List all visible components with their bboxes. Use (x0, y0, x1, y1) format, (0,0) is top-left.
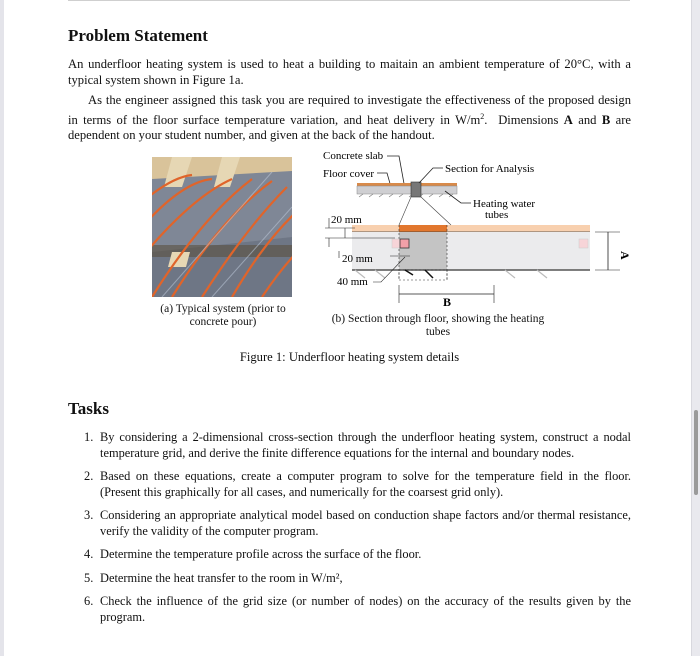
paragraph-intro: An underfloor heating system is used to heat a building to maitain an ambient temperature of 20°C, with a typical system shown in Figure 1a. (68, 57, 631, 87)
caption-a: (a) Typical system (prior to concrete pour) (160, 303, 286, 328)
label-dim-a: A (618, 251, 631, 260)
section-heading-problem: Problem Statement (68, 26, 208, 45)
task-item (84, 508, 631, 539)
task-item (84, 469, 631, 500)
label-dim-20-top: 20 mm (331, 214, 362, 226)
page-top-rule (68, 0, 630, 1)
scrollbar-thumb[interactable] (694, 410, 698, 495)
label-section: Section for Analysis (445, 163, 535, 175)
task-number: 6. (84, 594, 94, 608)
task-number: 3. (84, 508, 94, 522)
task-item (84, 571, 631, 587)
task-item (84, 594, 631, 625)
para2-text-pre: As the engineer assigned this task you are required to investigate the effectiveness of the proposed design in terms of the floor surface temperature variation, and heat delivery in W/m (68, 93, 631, 127)
caption-b: (b) Section through floor, showing the heating tubes (331, 313, 545, 338)
task-text: Check the influence of the grid size (or number of nodes) on the accuracy of the results given by the program. (100, 594, 631, 624)
para2-text-post: are dependent on your student number, and given at the back of the handout. (68, 112, 631, 143)
label-tubes-2: tubes (485, 209, 509, 221)
scrollbar-track[interactable] (691, 0, 700, 656)
task-text: Determine the heat transfer to the room in W/m², (100, 570, 343, 585)
label-dim-20-tube: 20 mm (342, 253, 373, 265)
figure-title: Figure 1: Underfloor heating system details (239, 350, 460, 364)
para2-superscript: 2 (480, 111, 485, 121)
task-list (84, 430, 631, 633)
task-number: 2. (84, 469, 94, 483)
para2-dim-b: B (601, 112, 611, 127)
para2-text-mid: . Dimensions (484, 112, 564, 127)
task-item (84, 547, 631, 563)
label-concrete-slab: Concrete slab (323, 150, 384, 162)
label-dim-40: 40 mm (337, 276, 368, 288)
task-number: 4. (84, 547, 94, 561)
section-diagram (315, 145, 631, 310)
label-floor-cover: Floor cover (323, 168, 375, 180)
task-item (84, 430, 631, 461)
task-number: 1. (84, 430, 94, 444)
paragraph-task-description (68, 93, 631, 144)
photo-typical-system (152, 157, 292, 297)
task-text: Based on these equations, create a computer program to solve for the temperature field in the floor. (Present this graphically for all cases, and numerically for the coarsest grid only). (100, 469, 631, 499)
figure-1 (68, 145, 631, 370)
task-text: Determine the temperature profile across the surface of the floor. (100, 547, 422, 561)
viewer-left-edge (0, 0, 4, 656)
label-dim-b: B (443, 295, 452, 309)
label-tubes-1: Heating water (473, 198, 535, 210)
task-text: By considering a 2-dimensional cross-section through the underfloor heating system, construct a nodal temperature grid, and derive the finite difference equations for the internal and boundary nodes. (100, 430, 631, 460)
section-heading-tasks: Tasks (68, 399, 109, 418)
para2-text-and: and (572, 112, 602, 127)
task-number: 5. (84, 570, 94, 585)
para2-dim-a: A (563, 112, 573, 127)
task-text: Considering an appropriate analytical model based on conduction shape factors and/or thermal resistance, verify the validity of the computer program. (100, 508, 631, 538)
